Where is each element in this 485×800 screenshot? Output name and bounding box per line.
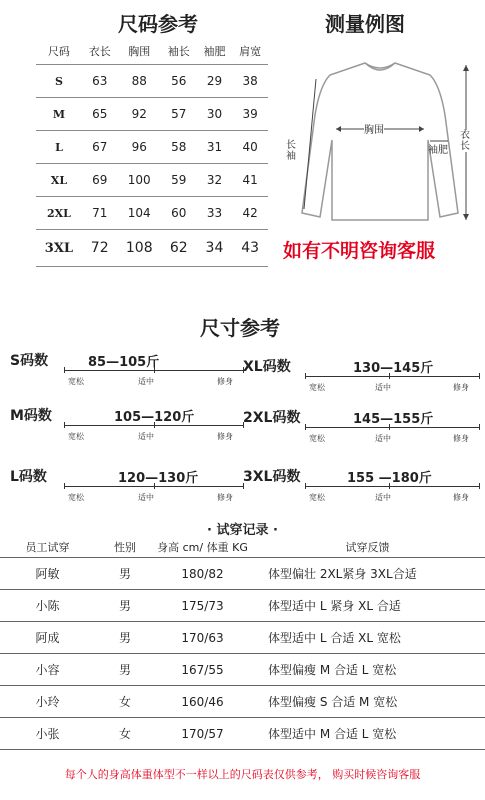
scale-slim: 修身 xyxy=(217,432,233,441)
height-weight-cell: 170/57 xyxy=(155,718,250,750)
trial-row xyxy=(0,622,485,654)
value-cell: 33 xyxy=(197,197,233,230)
scale-fit: 适中 xyxy=(375,383,391,392)
name-cell: 小张 xyxy=(0,718,95,750)
header-cell: 尺码 xyxy=(36,38,82,65)
trial-title: · 试穿记录 · xyxy=(207,523,278,538)
scale-tick xyxy=(154,483,155,489)
size-label: L码数 xyxy=(10,469,47,485)
height-weight-cell: 167/55 xyxy=(155,654,250,686)
scale-line xyxy=(305,427,480,428)
value-cell: 29 xyxy=(197,65,233,98)
weight-range-l xyxy=(10,466,250,514)
measurement-diagram xyxy=(280,45,480,235)
gender-cell: 男 xyxy=(95,654,155,686)
size-label: 3XL码数 xyxy=(243,469,301,485)
weight-range-2xl xyxy=(243,407,483,455)
trial-table xyxy=(0,537,485,750)
value-cell: 60 xyxy=(161,197,197,230)
scale-tick xyxy=(479,483,480,489)
size-cell: M xyxy=(36,98,82,131)
size-row xyxy=(36,164,268,197)
name-cell: 阿敏 xyxy=(0,558,95,590)
size-label: 2XL码数 xyxy=(243,410,301,426)
scale-tick xyxy=(479,424,480,430)
scale-tick xyxy=(389,373,390,379)
value-cell: 31 xyxy=(197,131,233,164)
scale-slim: 修身 xyxy=(217,493,233,502)
value-cell: 40 xyxy=(232,131,268,164)
scale-loose: 宽松 xyxy=(309,493,325,502)
value-cell: 39 xyxy=(232,98,268,131)
name-cell: 阿成 xyxy=(0,622,95,654)
header-cell: 试穿反馈 xyxy=(250,537,485,558)
size-cell: 2XL xyxy=(36,197,82,230)
trial-row xyxy=(0,718,485,750)
name-cell: 小玲 xyxy=(0,686,95,718)
scale-loose: 宽松 xyxy=(68,493,84,502)
value-cell: 41 xyxy=(232,164,268,197)
trial-row xyxy=(0,590,485,622)
size-cell: 3XL xyxy=(36,230,82,267)
trial-row xyxy=(0,686,485,718)
value-cell: 108 xyxy=(118,230,161,267)
scale-fit: 适中 xyxy=(138,493,154,502)
footer-disclaimer: 每个人的身高体重体型不一样以上的尺码表仅供参考， 购买时候咨询客服 xyxy=(64,768,421,781)
weight-range-text: 155 —180斤 xyxy=(347,471,432,486)
height-weight-cell: 160/46 xyxy=(155,686,250,718)
measure-title: 测量例图 xyxy=(325,12,405,36)
value-cell: 69 xyxy=(82,164,118,197)
header-cell: 袖肥 xyxy=(197,38,233,65)
contact-service-note: 如有不明咨询客服 xyxy=(283,240,436,262)
chest-label: 胸围 xyxy=(364,121,384,136)
scale-fit: 适中 xyxy=(138,432,154,441)
value-cell: 65 xyxy=(82,98,118,131)
weight-range-text: 105—120斤 xyxy=(114,410,195,425)
size-chart-table xyxy=(36,38,268,267)
value-cell: 57 xyxy=(161,98,197,131)
size-label: M码数 xyxy=(10,408,52,424)
value-cell: 32 xyxy=(197,164,233,197)
cuff-label: 袖肥 xyxy=(428,145,448,156)
value-cell: 56 xyxy=(161,65,197,98)
sleeve-label: 长袖 xyxy=(286,140,296,162)
value-cell: 104 xyxy=(118,197,161,230)
trial-row xyxy=(0,654,485,686)
scale-fit: 适中 xyxy=(375,493,391,502)
weight-range-m xyxy=(10,405,250,453)
long-sleeve-shirt-icon xyxy=(280,45,480,235)
weight-range-text: 130—145斤 xyxy=(353,361,434,376)
scale-loose: 宽松 xyxy=(68,377,84,386)
size-row xyxy=(36,98,268,131)
value-cell: 62 xyxy=(161,230,197,267)
scale-tick xyxy=(64,483,65,489)
scale-slim: 修身 xyxy=(453,434,469,443)
scale-loose: 宽松 xyxy=(68,432,84,441)
scale-tick xyxy=(64,367,65,373)
gender-cell: 女 xyxy=(95,718,155,750)
gender-cell: 女 xyxy=(95,686,155,718)
feedback-cell: 体型偏瘦 S 合适 M 宽松 xyxy=(250,686,485,718)
scale-fit: 适中 xyxy=(138,377,154,386)
feedback-cell: 体型偏瘦 M 合适 L 宽松 xyxy=(250,654,485,686)
scale-fit: 适中 xyxy=(375,434,391,443)
size-cell: S xyxy=(36,65,82,98)
value-cell: 96 xyxy=(118,131,161,164)
weight-range-text: 120—130斤 xyxy=(118,471,199,486)
scale-tick xyxy=(389,424,390,430)
weight-range-xl xyxy=(243,356,483,404)
value-cell: 42 xyxy=(232,197,268,230)
name-cell: 小陈 xyxy=(0,590,95,622)
size-row xyxy=(36,230,268,267)
size-cell: L xyxy=(36,131,82,164)
value-cell: 88 xyxy=(118,65,161,98)
gender-cell: 男 xyxy=(95,558,155,590)
header-cell: 胸围 xyxy=(118,38,161,65)
size-chart-header-row xyxy=(36,38,268,65)
scale-tick xyxy=(154,422,155,428)
value-cell: 34 xyxy=(197,230,233,267)
header-cell: 袖长 xyxy=(161,38,197,65)
weight-range-text: 85—105斤 xyxy=(88,355,160,370)
gender-cell: 男 xyxy=(95,622,155,654)
scale-slim: 修身 xyxy=(217,377,233,386)
size-label: XL码数 xyxy=(243,359,291,375)
size-cell: XL xyxy=(36,164,82,197)
value-cell: 67 xyxy=(82,131,118,164)
trial-header-row xyxy=(0,537,485,558)
scale-loose: 宽松 xyxy=(309,434,325,443)
scale-line xyxy=(305,376,480,377)
feedback-cell: 体型适中 M 合适 L 宽松 xyxy=(250,718,485,750)
scale-tick xyxy=(305,373,306,379)
feedback-cell: 体型适中 L 紧身 XL 合适 xyxy=(250,590,485,622)
scale-tick xyxy=(64,422,65,428)
scale-tick xyxy=(389,483,390,489)
scale-line xyxy=(305,486,480,487)
size-row xyxy=(36,65,268,98)
scale-slim: 修身 xyxy=(453,493,469,502)
size-row xyxy=(36,131,268,164)
scale-tick xyxy=(305,483,306,489)
height-weight-cell: 180/82 xyxy=(155,558,250,590)
value-cell: 58 xyxy=(161,131,197,164)
scale-loose: 宽松 xyxy=(309,383,325,392)
value-cell: 38 xyxy=(232,65,268,98)
header-cell: 肩宽 xyxy=(232,38,268,65)
size-label: S码数 xyxy=(10,353,49,369)
feedback-cell: 体型偏壮 2XL紧身 3XL合适 xyxy=(250,558,485,590)
value-cell: 71 xyxy=(82,197,118,230)
size-chart-title: 尺码参考 xyxy=(118,12,198,36)
height-weight-cell: 175/73 xyxy=(155,590,250,622)
header-cell: 性别 xyxy=(95,537,155,558)
scale-tick xyxy=(305,424,306,430)
header-cell: 衣长 xyxy=(82,38,118,65)
header-cell: 员工试穿 xyxy=(0,537,95,558)
value-cell: 43 xyxy=(232,230,268,267)
size-row xyxy=(36,197,268,230)
trial-row xyxy=(0,558,485,590)
value-cell: 30 xyxy=(197,98,233,131)
scale-slim: 修身 xyxy=(453,383,469,392)
height-weight-cell: 170/63 xyxy=(155,622,250,654)
weight-range-s xyxy=(10,350,250,398)
weight-range-3xl xyxy=(243,466,483,514)
value-cell: 63 xyxy=(82,65,118,98)
value-cell: 92 xyxy=(118,98,161,131)
scale-tick xyxy=(479,373,480,379)
value-cell: 72 xyxy=(82,230,118,267)
size-ref-title: 尺寸参考 xyxy=(200,316,280,340)
header-cell: 身高 cm/ 体重 KG xyxy=(155,537,250,558)
value-cell: 100 xyxy=(118,164,161,197)
value-cell: 59 xyxy=(161,164,197,197)
weight-range-text: 145—155斤 xyxy=(353,412,434,427)
feedback-cell: 体型适中 L 合适 XL 宽松 xyxy=(250,622,485,654)
gender-cell: 男 xyxy=(95,590,155,622)
length-label: 衣长 xyxy=(460,130,470,152)
scale-tick xyxy=(154,367,155,373)
name-cell: 小容 xyxy=(0,654,95,686)
